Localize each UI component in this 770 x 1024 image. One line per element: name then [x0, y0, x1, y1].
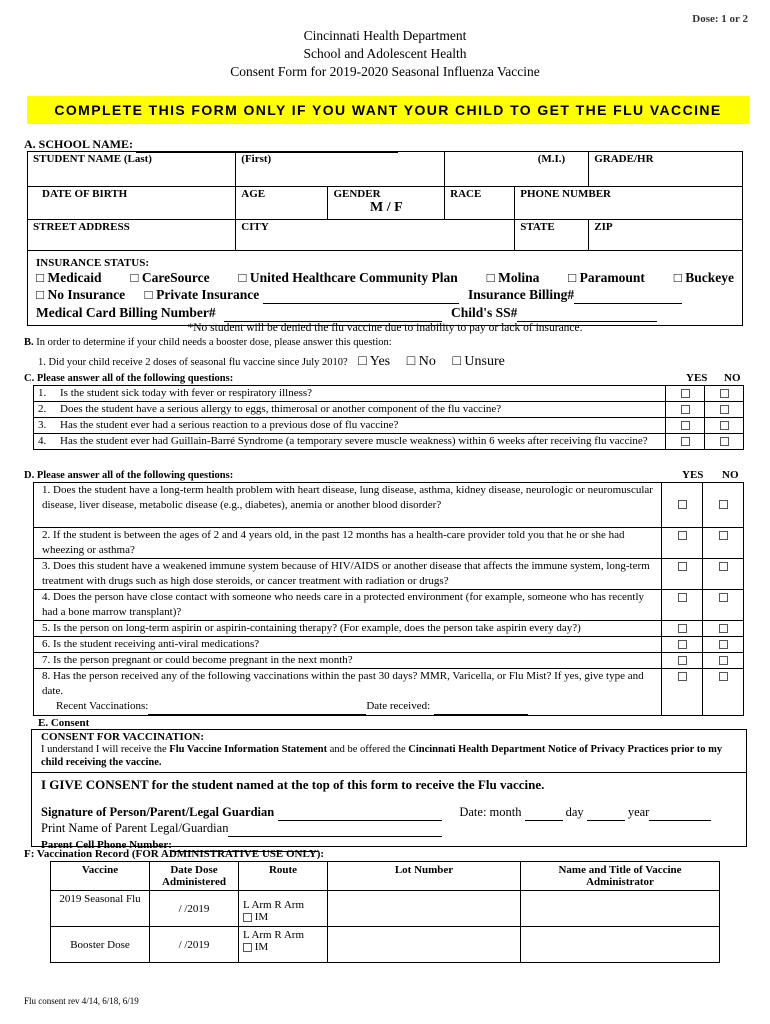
signature-row: Signature of Person/Parent/Legal Guardian Date: month day year — [32, 793, 746, 821]
b-yes-option[interactable]: □ Yes — [358, 354, 391, 369]
dob-cell[interactable]: DATE OF BIRTH — [28, 187, 236, 220]
c3-yes-checkbox[interactable] — [681, 421, 690, 430]
ins-united[interactable]: □ United Healthcare Community Plan — [238, 270, 458, 285]
student-last-name-cell[interactable]: STUDENT NAME (Last) — [28, 152, 236, 187]
grade-cell[interactable]: GRADE/HR — [589, 152, 743, 187]
d7-yes-checkbox[interactable] — [678, 656, 687, 665]
date-month-field[interactable] — [525, 805, 563, 821]
c2-no-checkbox[interactable] — [720, 405, 729, 414]
booster-lot-field[interactable] — [328, 927, 521, 963]
d2-yes-checkbox[interactable] — [678, 531, 687, 540]
c4-no-checkbox[interactable] — [720, 437, 729, 446]
complete-banner: COMPLETE THIS FORM ONLY IF YOU WANT YOUR CHILD TO GET THE FLU VACCINE — [27, 96, 749, 124]
c2-yes-checkbox[interactable] — [681, 405, 690, 414]
d2-no-checkbox[interactable] — [719, 531, 728, 540]
signature-field[interactable] — [278, 805, 442, 821]
vaccination-header-row: Vaccine Date Dose Administered Route Lot Number Name and Title of Vaccine Administrator — [51, 862, 720, 891]
consent-box — [31, 729, 747, 851]
d-row-5: 5. Is the person on long-term aspirin or aspirin-containing therapy? (For example, does the person take aspirin every day?) — [34, 621, 744, 637]
d8-no-checkbox[interactable] — [719, 672, 728, 681]
street-cell[interactable]: STREET ADDRESS — [28, 220, 236, 251]
insurance-status-label: INSURANCE STATUS: — [36, 257, 149, 269]
booster-date-field[interactable]: / /2019 — [150, 927, 239, 963]
d-row-2: 2. If the student is between the ages of 2 and 4 years old, in the past 12 months has a health-care provider told you that he or she had wheezing or asthma? — [34, 528, 744, 559]
d1-no-checkbox[interactable] — [719, 500, 728, 509]
medical-card-field[interactable] — [224, 305, 442, 322]
mi-cell[interactable]: (M.I.) — [515, 152, 589, 187]
d-row-8: 8. Has the person received any of the following vaccinations within the past 30 days? MMR, Varicella, or Flu Mist? If yes, give type and date. Recent Vaccinations: Date received: — [34, 669, 744, 716]
footer-revision: Flu consent rev 4/14, 6/18, 6/19 — [24, 996, 139, 1006]
d-no-header: NO — [722, 469, 739, 481]
booster-route-field[interactable]: L Arm R Arm IM — [239, 927, 328, 963]
c4-yes-checkbox[interactable] — [681, 437, 690, 446]
d-yes-header: YES — [682, 469, 704, 481]
date-day-field[interactable] — [587, 805, 625, 821]
zip-cell[interactable]: ZIP — [589, 220, 743, 251]
understand-statement: I understand I will receive the Flu Vaccine Information Statement and be offered the Cincinnati Health Department Notice of Privacy Practices prior to my child receiving the vaccine. — [41, 744, 723, 768]
section-c-label: C. Please answer all of the following questions: — [24, 373, 234, 384]
seasonal-administrator-field[interactable] — [521, 891, 720, 927]
ins-private[interactable]: □ Private Insurance — [144, 287, 260, 302]
d3-yes-checkbox[interactable] — [678, 562, 687, 571]
booster-administrator-field[interactable] — [521, 927, 720, 963]
header-title: Consent Form for 2019-2020 Seasonal Influenza Vaccine — [230, 64, 540, 79]
d1-yes-checkbox[interactable] — [678, 500, 687, 509]
c1-no-checkbox[interactable] — [720, 389, 729, 398]
private-insurance-field[interactable] — [263, 287, 459, 304]
section-d-table — [33, 482, 744, 716]
date-year-field[interactable] — [649, 805, 711, 821]
d6-no-checkbox[interactable] — [719, 640, 728, 649]
c-yes-header: YES — [686, 372, 708, 384]
d8-yes-checkbox[interactable] — [678, 672, 687, 681]
d4-no-checkbox[interactable] — [719, 593, 728, 602]
dose-label: Dose: 1 or 2 — [692, 13, 748, 25]
gender-cell[interactable]: GENDER M / F — [328, 187, 445, 220]
d5-yes-checkbox[interactable] — [678, 624, 687, 633]
c-row-1: 1. Is the student sick today with fever or respiratory illness? — [34, 386, 744, 402]
section-c-table — [33, 385, 744, 450]
state-cell[interactable]: STATE — [515, 220, 589, 251]
recent-vaccinations-field[interactable] — [148, 699, 366, 715]
c-row-4: 4. Has the student ever had Guillain-Barré Syndrome (a temporary severe muscle weakness) within 6 weeks after receiving flu vaccine? — [34, 434, 744, 450]
header-dept: School and Adolescent Health — [303, 46, 467, 61]
section-b-intro: B. In order to determine if your child needs a booster dose, please answer this question: — [24, 337, 392, 348]
seasonal-date-field[interactable]: / /2019 — [150, 891, 239, 927]
d7-no-checkbox[interactable] — [719, 656, 728, 665]
insurance-cell: INSURANCE STATUS: □ Medicaid □ CareSource □ United Healthcare Community Plan □ Molina □ Paramount □ Buckeye □ No Insurance □ Private Insurance Insurance Billing# Medical Card Billing Number# Child's SS# — [28, 251, 743, 326]
section-b-question: 1. Did your child receive 2 doses of seasonal flu vaccine since July 2010? □ Yes □ No □ Unsure — [38, 354, 505, 369]
date-received-field[interactable] — [434, 699, 528, 715]
childs-ss-field[interactable] — [517, 305, 657, 322]
consent-title: CONSENT FOR VACCINATION: — [41, 731, 204, 743]
seasonal-route-field[interactable]: L Arm R Arm IM — [239, 891, 328, 927]
ins-molina[interactable]: □ Molina — [486, 270, 540, 285]
c3-no-checkbox[interactable] — [720, 421, 729, 430]
section-e-label: E. Consent — [38, 717, 90, 729]
phone-cell[interactable]: PHONE NUMBER — [515, 187, 743, 220]
c-no-header: NO — [724, 372, 741, 384]
ins-buckeye[interactable]: □ Buckeye — [673, 270, 734, 285]
d-row-3: 3. Does this student have a weakened immune system because of HIV/AIDS or another disease that affects the immune system, long-term treatment with drugs such as high dose steroids, or cancer treatment with radiation or drugs? — [34, 559, 744, 590]
header-org: Cincinnati Health Department — [303, 28, 467, 43]
section-f-label: F: Vaccination Record (FOR ADMINISTRATIVE USE ONLY): — [24, 848, 325, 860]
city-cell[interactable]: CITY — [236, 220, 515, 251]
print-name-field[interactable] — [228, 821, 442, 837]
vaccination-row-booster: Booster Dose / /2019 L Arm R Arm IM — [51, 927, 720, 963]
b-no-option[interactable]: □ No — [406, 354, 436, 369]
cell-phone-row: Parent Cell Phone Number: — [32, 837, 746, 852]
d5-no-checkbox[interactable] — [719, 624, 728, 633]
ins-caresource[interactable]: □ CareSource — [130, 270, 210, 285]
insurance-billing-field[interactable] — [574, 287, 682, 304]
ins-no-insurance[interactable]: □ No Insurance — [36, 287, 126, 302]
vaccination-record-table — [50, 861, 720, 963]
d-row-7: 7. Is the person pregnant or could become pregnant in the next month? — [34, 653, 744, 669]
vaccination-row-seasonal: 2019 Seasonal Flu / /2019 L Arm R Arm IM — [51, 891, 720, 927]
give-consent-statement: I GIVE CONSENT for the student named at the top of this form to receive the Flu vaccine. — [32, 772, 746, 793]
school-name-label: A. SCHOOL NAME: — [24, 137, 398, 153]
d-row-1: 1. Does the student have a long-term health problem with heart disease, lung disease, asthma, kidney disease, neurologic or neuromuscular disease, liver disease, metabolic disease (e.g., diabetes), anemia or another blood disorder? — [34, 483, 744, 528]
c-row-2: 2. Does the student have a serious allergy to eggs, thimerosal or another component of the flu vaccine? — [34, 402, 744, 418]
seasonal-lot-field[interactable] — [328, 891, 521, 927]
race-cell[interactable]: RACE — [445, 187, 515, 220]
c1-yes-checkbox[interactable] — [681, 389, 690, 398]
ins-medicaid[interactable]: □ Medicaid — [36, 270, 102, 285]
age-cell[interactable]: AGE — [236, 187, 328, 220]
d4-yes-checkbox[interactable] — [678, 593, 687, 602]
print-name-row: Print Name of Parent Legal/Guardian — [32, 821, 746, 837]
gender-options[interactable]: M / F — [369, 200, 403, 215]
ins-paramount[interactable]: □ Paramount — [568, 270, 645, 285]
d-row-4: 4. Does the person have close contact with someone who needs care in a protected environment (for example, someone who has recently had a bone marrow transplant)? — [34, 590, 744, 621]
student-info-table — [27, 151, 743, 326]
d3-no-checkbox[interactable] — [719, 562, 728, 571]
b-unsure-option[interactable]: □ Unsure — [452, 354, 505, 369]
d-row-6: 6. Is the student receiving anti-viral medications? — [34, 637, 744, 653]
first-name-cell[interactable]: (First) — [236, 152, 445, 187]
d6-yes-checkbox[interactable] — [678, 640, 687, 649]
no-denial-note: *No student will be denied the flu vaccine due to inability to pay or lack of insurance. — [187, 322, 583, 334]
c-row-3: 3. Has the student ever had a serious reaction to a previous dose of flu vaccine? — [34, 418, 744, 434]
section-d-label: D. Please answer all of the following questions: — [24, 470, 234, 481]
